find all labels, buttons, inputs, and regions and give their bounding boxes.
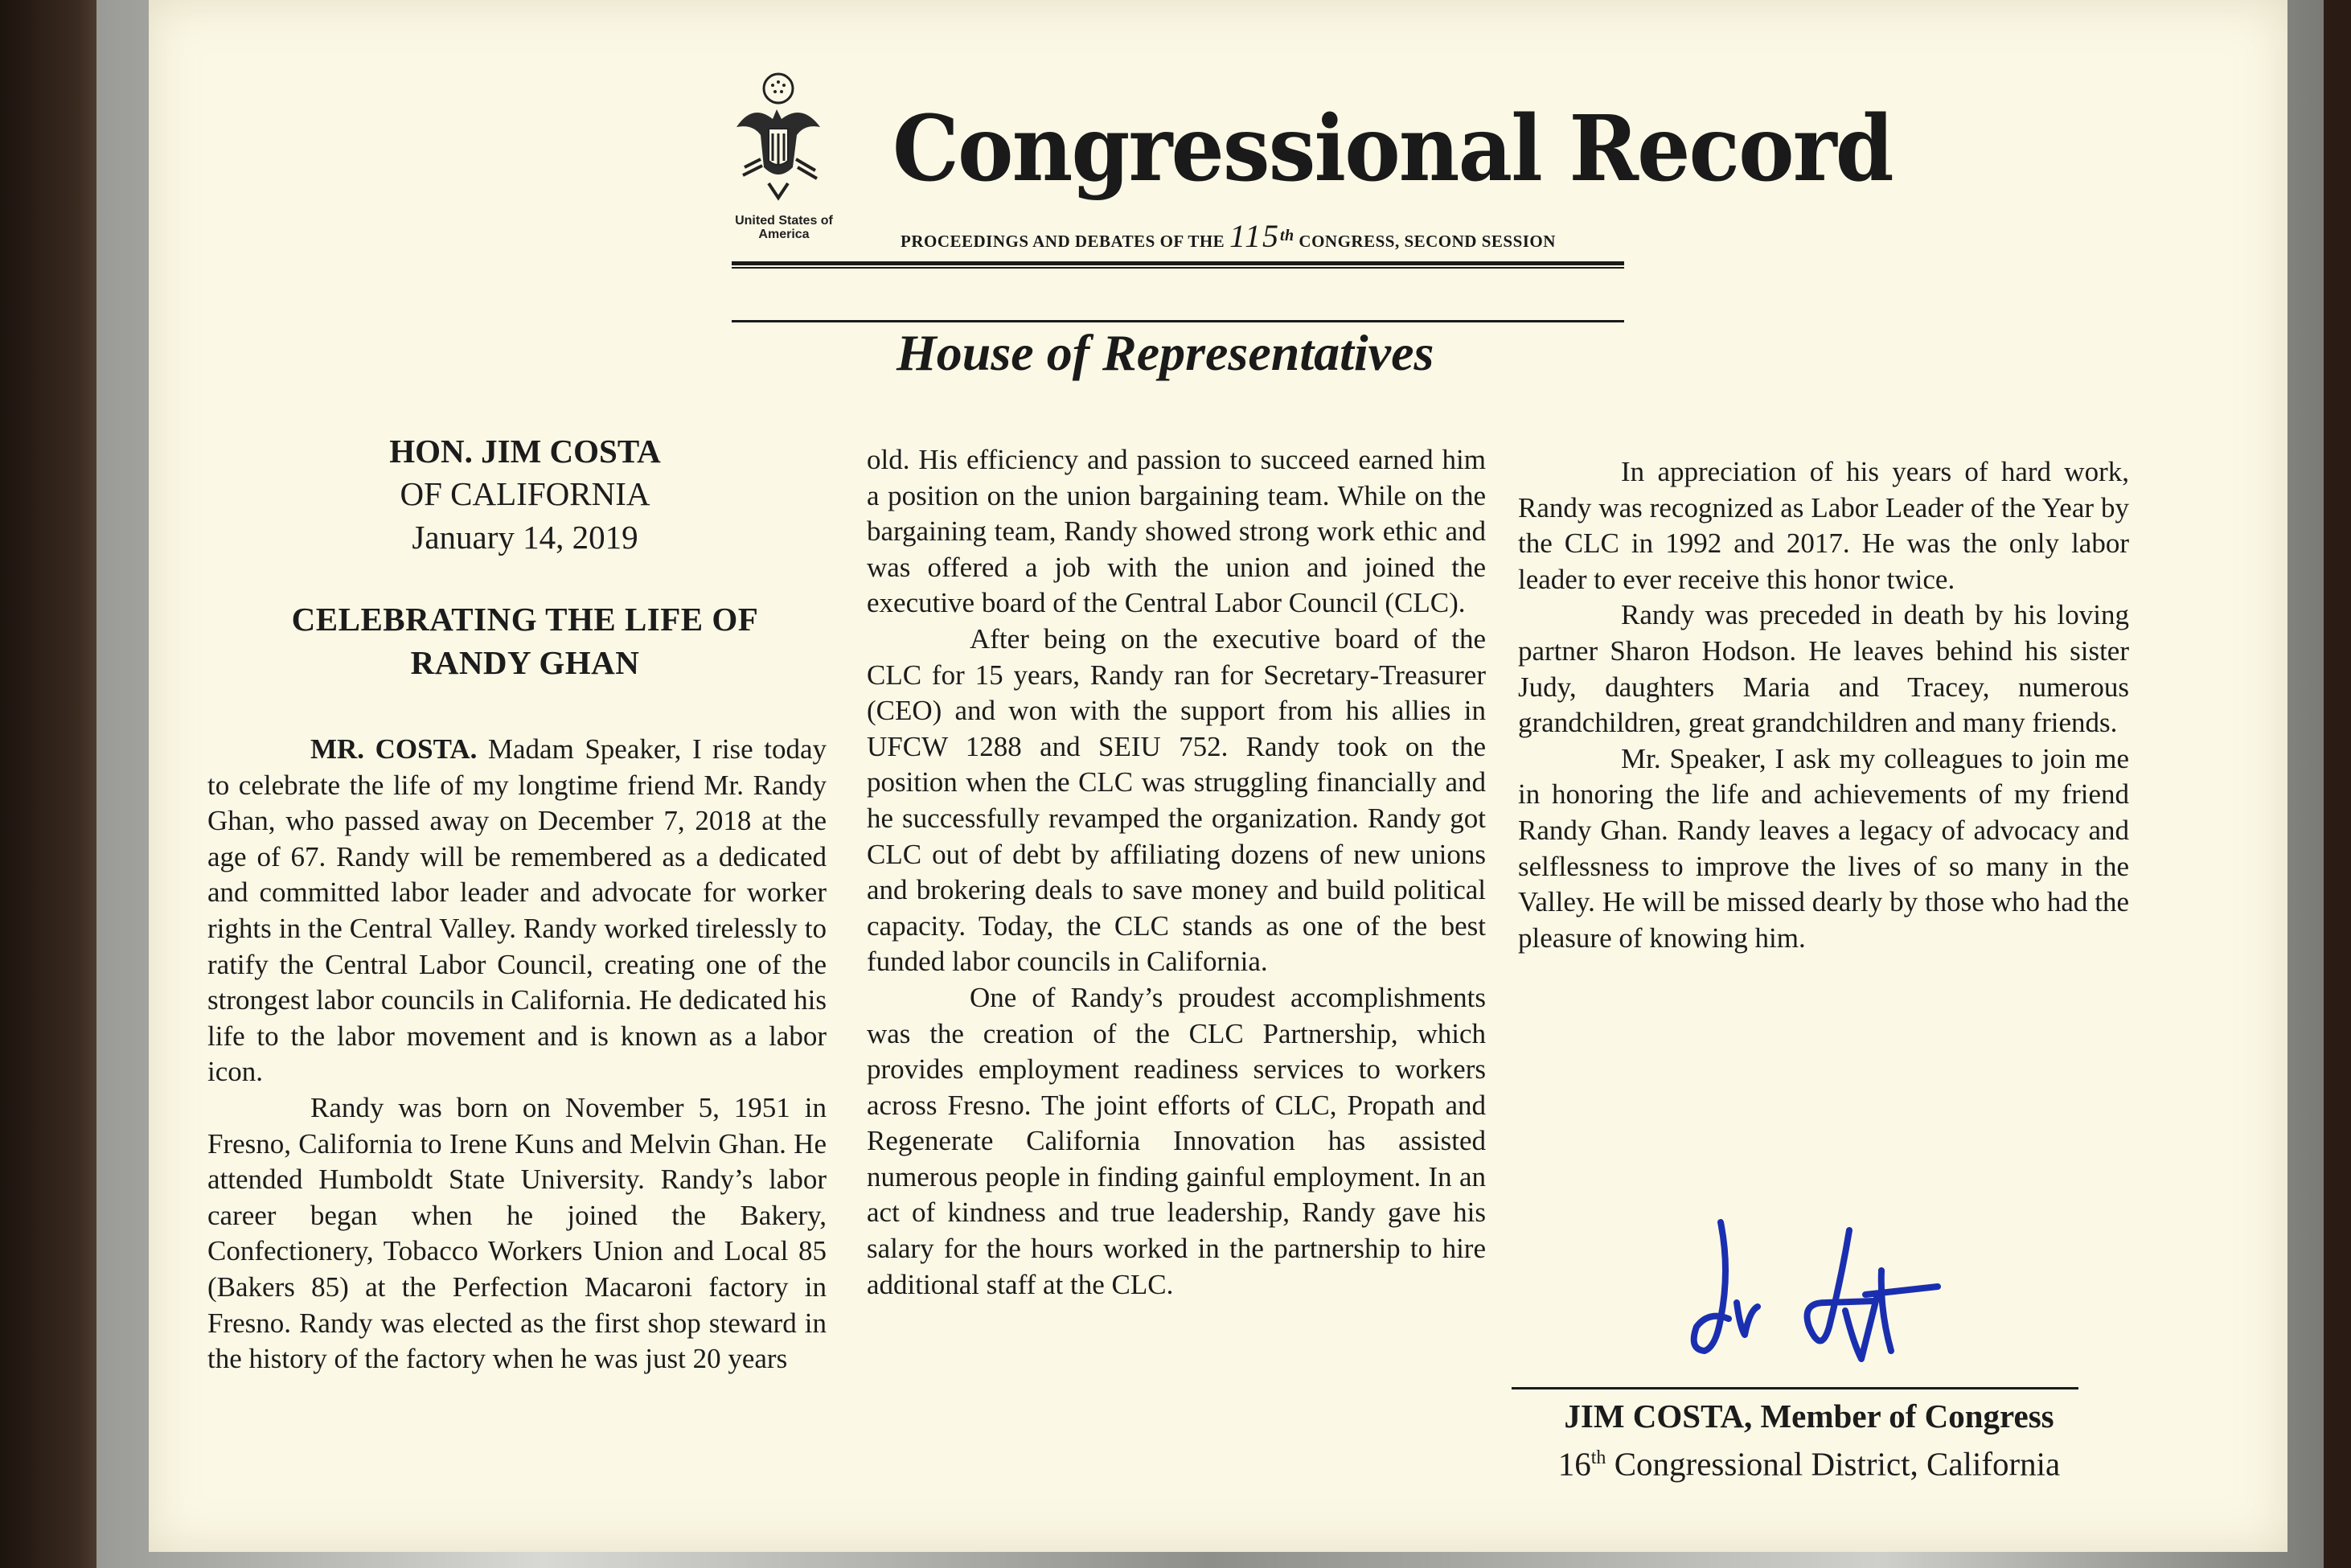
masthead-rule [732,261,1624,265]
signer-district [1512,1437,2107,1485]
seal-caption: United States of America [735,214,833,241]
masthead-rule-thin [732,267,1624,269]
paragraph-1-text: Madam Speaker, I rise today to celebrate the life of my longtime friend Mr. Randy Ghan, who passed away on December 7, 2018 at the age of 67. Randy will be remembered as a dedicated and committed labor leader and advocate for worker rights in the Central Valley. Randy worked tirelessly to ratify the Central Labor Council, creating one of the strongest labor councils in California. He dedicated his life to the labor movement and is known as a labor icon. [207,733,827,1088]
speech-title-line-1: CELEBRATING THE LIFE OF [291,601,759,638]
congress-number: 115 [1229,218,1280,254]
member-name: HON. JIM COSTA [389,433,661,470]
background-wall [0,0,113,1568]
speech-title-line-2: RANDY GHAN [410,644,640,681]
paragraph-2: Randy was born on November 5, 1951 in Fresno, California to Irene Kuns and Melvin Ghan. He attended Humboldt State University. Randy’s labor career began when he joined the Bakery, Confectionery, Tobacco Workers Union and Local 85 (Bakers 85) at the Perfection Macaroni factory in Fresno. Randy was elected as the first shop steward in the history of the factory when he was just 20 years [207,1091,827,1375]
signer-name: JIM COSTA, Member of Congress [1564,1398,2054,1435]
subtitle-after: CONGRESS, SECOND SESSION [1299,232,1556,251]
column-1 [207,732,827,1377]
speech-date: January 14, 2019 [412,519,638,556]
masthead [724,64,1893,330]
district-suffix: th [1590,1447,1606,1468]
paragraph-5: In appreciation of his years of hard work, Randy was recognized as Labor Leader of the Year by the CLC in 1992 and 2017. He was the only labor leader to ever receive this honor twice. [1518,456,2129,595]
speaker-prefix: MR. COSTA. [310,733,478,765]
signature-line [1512,1387,2078,1389]
paragraph-1 [207,732,827,1090]
paragraph-4: One of Randy’s proudest accomplishments was the creation of the CLC Partnership, which provides employment readiness services to workers across Fresno. The joint efforts of CLC, Propath and Regenerate California Innovation has assisted numerous people in finding gainful employment. In an act of kindness and true leadership, Randy gave his salary for the hours worked in the partnership to hire additional staff at the CLC. [867,981,1486,1300]
chamber-rule [732,320,1624,322]
publication-title: Congressional Record [892,96,1893,202]
congress-suffix: th [1279,227,1294,244]
signer-block [1512,1395,2107,1485]
district-rest: Congressional District, California [1614,1445,2061,1483]
chamber-title: House of Representatives [896,324,1434,381]
column-2 [867,442,1486,1303]
handwritten-signature [1680,1206,1946,1391]
great-seal-icon [728,71,857,207]
subtitle-before: PROCEEDINGS AND DEBATES OF THE [901,232,1225,251]
district-number: 16 [1557,1445,1591,1483]
speech-title [207,597,843,684]
speech-heading [207,430,843,684]
paragraph-3: After being on the executive board of the CLC for 15 years, Randy ran for Secretary-Treasurer (CEO) and won with the support from his allies in UFCW 1288 and SEIU 752. Randy took on the position when the CLC was struggling financially and he successfully revamped the organization. Randy got CLC out of debt by affiliating dozens of new unions and brokering deals to save money and build political capacity. Today, the CLC stands as one of the best funded labor councils in California. [867,622,1486,978]
publication-subtitle [901,217,1556,255]
paragraph-6: Randy was preceded in death by his loving partner Sharon Hodson. He leaves behind his sister Judy, daughters Maria and Tracey, numerous grandchildren, great grandchildren and many friends. [1518,599,2129,739]
paragraph-2-continued: old. His efficiency and passion to succeed earned him a position on the union bargaining team. While on the bargaining team, Randy showed strong work ethic and was offered a job with the union and joined the executive board of the Central Labor Council (CLC). [867,444,1486,619]
column-3 [1518,454,2129,956]
paragraph-7: Mr. Speaker, I ask my colleagues to join me in honoring the life and achievements of my friend Randy Ghan. Randy leaves a legacy of advocacy and selflessness to improve the lives of so many in the Valley. He will be missed dearly by those who had the pleasure of knowing him. [1518,742,2129,954]
member-state: OF CALIFORNIA [400,475,650,512]
